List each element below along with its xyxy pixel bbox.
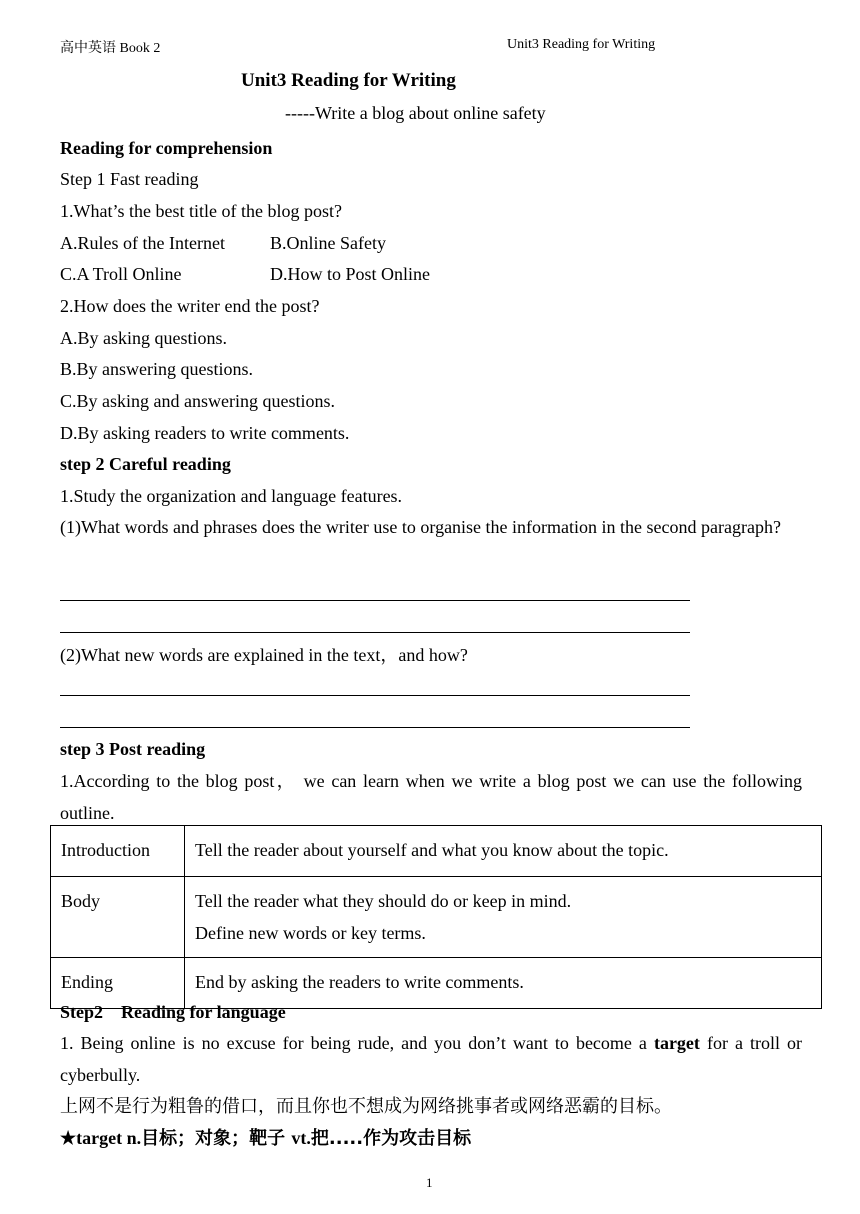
step1-label: Step 1 Fast reading: [60, 169, 199, 189]
table-row: [51, 877, 822, 958]
table-cell-part: Ending: [51, 958, 185, 1009]
star-icon: ★: [60, 1128, 77, 1148]
keyword-target: target: [653, 1033, 700, 1053]
step3-label: step 3 Post reading: [60, 739, 206, 759]
vocab-word: target n.: [76, 1128, 142, 1148]
table-cell-content: [185, 826, 822, 877]
page-subtitle: -----Write a blog about online safety: [285, 103, 546, 123]
step2-label: step 2 Careful reading: [60, 454, 231, 474]
q1-option-c: C.A Troll Online: [60, 264, 182, 284]
sub-question-1: (1)What words and phrases does the writer use to organise the information in the second paragraph?: [60, 517, 781, 537]
section-heading-language: Step2 Reading for language: [60, 1002, 286, 1022]
q2-option-c: C.By asking and answering questions.: [60, 391, 335, 411]
q1-option-b: B.Online Safety: [270, 233, 386, 253]
page-number: 1: [426, 1175, 433, 1190]
language-item-1: [60, 1027, 802, 1091]
vocab-verb-tag: vt.: [291, 1128, 311, 1148]
table-cell-line: Tell the reader about yourself and what you know about the topic.: [195, 840, 669, 860]
table-cell-line: End by asking the readers to write comments.: [195, 972, 524, 992]
table-cell-line: Tell the reader what they should do or keep in mind.: [195, 891, 572, 911]
outline-table: [50, 825, 822, 1009]
table-cell-content: [185, 877, 822, 958]
vocab-meaning: 把.....作为攻击目标: [310, 1128, 472, 1149]
answer-blank-line: [60, 600, 690, 601]
item-text: 1. Being online is no excuse for being rude, and you don’t want to become a: [60, 1033, 654, 1053]
page-header-right: Unit3 Reading for Writing: [507, 37, 656, 52]
chinese-translation: 上网不是行为粗鲁的借口，而且你也不想成为网络挑事者或网络恶霸的目标。: [60, 1096, 672, 1117]
table-cell-part: Body: [51, 877, 185, 958]
post-reading-question: 1.According to the blog post， we can learn when we write a blog post we can use the following outline.: [60, 771, 802, 823]
page-title: Unit3 Reading for Writing: [241, 70, 456, 91]
q1-option-a: A.Rules of the Internet: [60, 233, 225, 253]
q1-option-d: D.How to Post Online: [270, 264, 431, 284]
section-heading-comprehension: Reading for comprehension: [60, 138, 273, 158]
table-cell-part: Introduction: [51, 826, 185, 877]
q2-option-b: B.By answering questions.: [60, 359, 253, 379]
study-instruction: 1.Study the organization and language features.: [60, 486, 403, 506]
page-header-left: 高中英语 Book 2: [60, 41, 161, 56]
q2-option-d: D.By asking readers to write comments.: [60, 423, 350, 443]
question-1: 1.What’s the best title of the blog post?: [60, 201, 342, 221]
vocab-meaning: 目标；对象；靶子: [141, 1128, 292, 1149]
q2-option-a: A.By asking questions.: [60, 328, 228, 348]
answer-blank-line: [60, 695, 690, 696]
vocab-note: [60, 1127, 471, 1150]
table-row: [51, 826, 822, 877]
table-cell-line: Define new words or key terms.: [195, 923, 426, 943]
question-2: 2.How does the writer end the post?: [60, 296, 320, 316]
answer-blank-line: [60, 632, 690, 633]
answer-blank-line: [60, 727, 690, 728]
item-text: for a troll or cyberbully.: [60, 1033, 802, 1085]
sub-question-2: (2)What new words are explained in the text，and how?: [60, 645, 468, 665]
